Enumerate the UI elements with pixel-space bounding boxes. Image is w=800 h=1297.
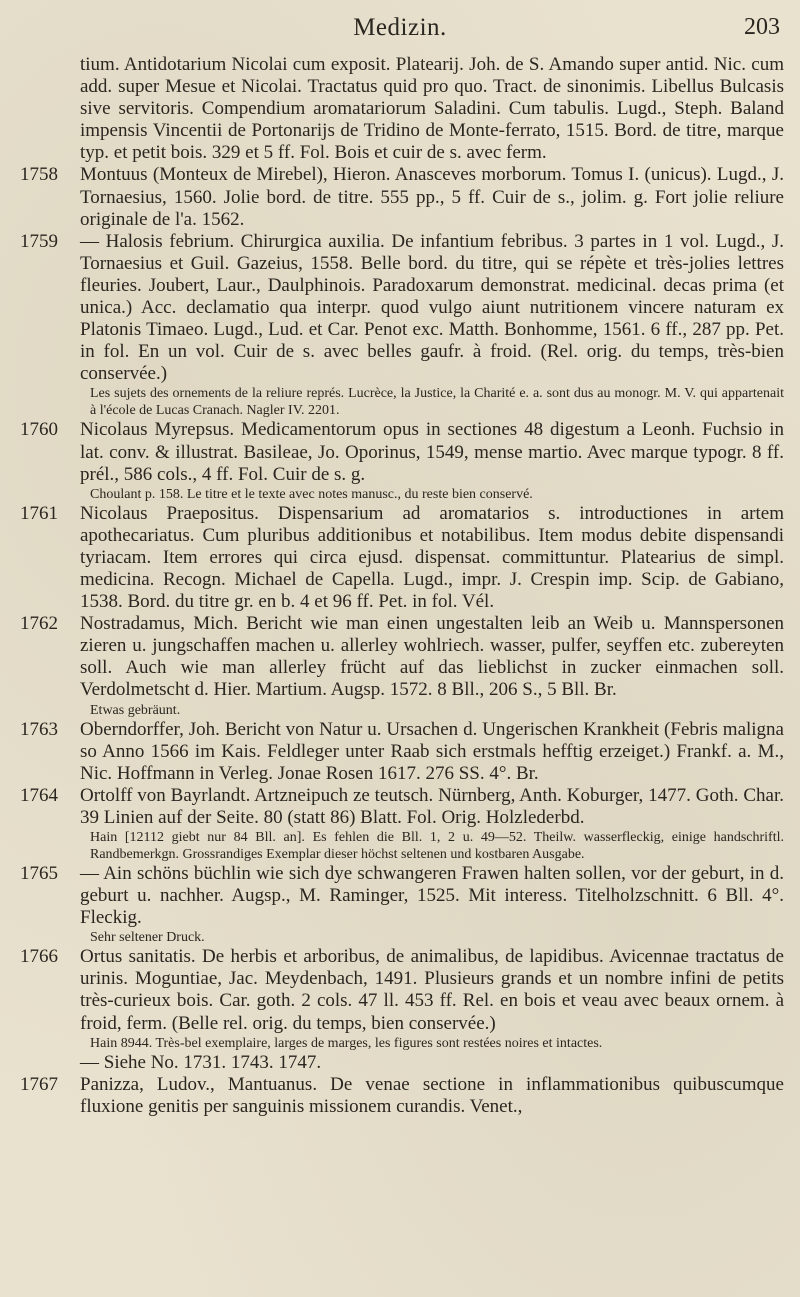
catalog-entry (12, 54, 788, 164)
entry-number: 1760 (20, 419, 58, 441)
catalog-entry (12, 863, 788, 946)
entry-text: — Halosis febrium. Chirurgica auxilia. De infantium febribus. 3 partes in 1 vol. Lugd., J. Tornaesius et Guil. Gazeius, 1558. Belle bord. du titre, qui se répète et très-jolies lettres fleuries. Joubert, Laur., Daulphinois. Paradoxarum demonstrat. medicinal. decas prima (et unica.) Acc. declamatio qua interpr. quod vulgo aiunt nutritionem vincere naturam ex Platonis Timaeo. Lugd., Lud. et Car. Penot exc. Matth. Bonhomme, 1561. 6 ff., 287 pp. Pet. in fol. En un vol. Cuir de s. avec belles gaufr. à froid. (Rel. orig. du temps, très-bien conservée.) (80, 230, 784, 385)
catalog-entry (12, 946, 788, 1051)
entry-text: Ortolff von Bayrlandt. Artzneipuch ze teutsch. Nürnberg, Anth. Koburger, 1477. Goth. Char. 39 Linien auf der Seite. 80 (statt 86) Blatt. Fol. Orig. Holzlederbd. (80, 784, 784, 828)
entry-text: Panizza, Ludov., Mantuanus. De venae sectione in inflammationibus quibuscumque fluxione genitis per sanguinis missionem curandis. Venet., (80, 1073, 784, 1117)
catalog-entry (12, 1052, 788, 1074)
entry-text: Montuus (Monteux de Mirebel), Hieron. Anasceves morborum. Tomus I. (unicus). Lugd., J. Tornaesius, 1560. Jolie bord. de titre. 555 pp., 5 ff. Cuir de s., jolim. g. Fort jolie reliure originale de l'a. 1562. (80, 164, 784, 230)
entry-text: Nicolaus Myrepsus. Medicamentorum opus in sectiones 48 digestum a Leonh. Fuchsio in lat. conv. & illustrat. Basileae, Jo. Oporinus, 1549, mense martio. Avec marque typogr. 8 ff. prél., 586 cols., 4 ff. Fol. Cuir de s. g. (80, 419, 784, 485)
page-title: Medizin. (353, 14, 447, 41)
entry-text: Ortus sanitatis. De herbis et arboribus, de animalibus, de lapidibus. Avicennae tractatus de urinis. Moguntiae, Jac. Meydenbach, 1491. Plusieurs grands et un nombre infini de petits très-curieux bois. Car. goth. 2 cols. 47 ll. 453 ff. Rel. en bois et veau avec beaux ornem. à froid, ferm. (Belle rel. orig. du temps, bien conservée.) (80, 946, 784, 1034)
catalog-entry (12, 719, 788, 785)
entry-note: Choulant p. 158. Le titre et le texte avec notes manusc., du reste bien conservé. (90, 486, 533, 502)
entry-number: 1759 (20, 230, 58, 252)
entry-text: Nicolaus Praepositus. Dispensarium ad aromatarios s. introductiones in artem apothecariatus. Cum pluribus additionibus et notabilibus. Item modus debite dispensandi tyriacam. Item errores qui circa ejusd. dispensat. committuntur. Platearius de simpl. medicina. Recogn. Michael de Capella. Lugd., impr. J. Crespin imp. Scip. de Gabiano, 1538. Bord. du titre gr. en b. 4 et 96 ff. Pet. in fol. Vél. (80, 502, 784, 613)
entry-text: tium. Antidotarium Nicolai cum exposit. Platearij. Joh. de S. Amando super antid. Nic. cum add. super Mesue et Nicolai. Tractatus quid pro quo. Tract. de sinonimis. Libellus Bulcasis sive servitoris. Compendium aromatariorum Saladini. Cum tabulis. Lugd., Steph. Baland impensis Vincentii de Portonarijs de Tridino de Monte-ferrato, 1515. Bord. de titre, marque typ. et petit bois. 329 et 5 ff. Fol. Bois et cuir de s. avec ferm. (80, 54, 784, 164)
entry-note: Hain 8944. Très-bel exemplaire, larges de marges, les figures sont restées noires et intactes. (90, 1035, 603, 1051)
entry-number: 1763 (20, 718, 58, 740)
catalog-entry (12, 231, 788, 420)
page-header (0, 10, 800, 46)
page-number: 203 (744, 14, 780, 40)
entry-text: — Siehe No. 1731. 1743. 1747. (80, 1051, 322, 1073)
entry-number: 1762 (20, 613, 58, 635)
entry-number: 1766 (20, 946, 58, 968)
entry-number: 1761 (20, 502, 58, 524)
entry-text: Nostradamus, Mich. Bericht wie man einen ungestalten leib an Weib u. Mannspersonen zieren u. jungschaffen machen u. allerley wohlriech. wasser, pulfer, seyffen etc. zubereyten soll. Auch wie man allerley frücht auf das lieblichst in zucker einmachen soll. Verdolmetscht d. Hier. Martium. Augsp. 1572. 8 Bll., 206 S., 5 Bll. Br. (80, 613, 784, 701)
catalog-entry (12, 419, 788, 502)
entry-number: 1758 (20, 164, 58, 186)
catalog-entry (12, 164, 788, 230)
entry-note: Hain [12112 giebt nur 84 Bll. an]. Es fehlen die Bll. 1, 2 u. 49—52. Theilw. wasserfleckig, einige handschriftl. Randbemerkgn. Grossrandiges Exemplar dieser höchst seltenen und kostbaren Ausgabe. (90, 830, 784, 862)
entry-number: 1765 (20, 863, 58, 884)
catalog-entry (12, 785, 788, 863)
catalog-entry (12, 503, 788, 613)
entry-note: Sehr seltener Druck. (90, 930, 205, 946)
entry-text: Oberndorffer, Joh. Bericht von Natur u. Ursachen d. Ungerischen Krankheit (Febris maligna so Anno 1566 im Kais. Feldleger unter Raab sich erstmals hefftig erzeiget.) Frankf. a. M., Nic. Hoffmann in Verleg. Jonae Rosen 1617. 276 SS. 4°. Br. (80, 718, 784, 784)
catalog-entry (12, 613, 788, 718)
entry-note: Les sujets des ornements de la reliure représ. Lucrèce, la Justice, la Charité e. a. sont dus au monogr. M. V. qui appartenait à l'école de Lucas Cranach. Nagler IV. 2201. (90, 386, 784, 419)
catalog-entry (12, 1074, 788, 1118)
entry-number: 1764 (20, 784, 58, 806)
entry-number: 1767 (20, 1073, 58, 1095)
entry-note: Etwas gebräunt. (90, 702, 181, 718)
entry-text: — Ain schöns büchlin wie sich dye schwangeren Frawen halten sollen, vor der geburt, in d. geburt u. nachher. Augsp., M. Raminger, 1525. Mit interess. Titelholzschnitt. 6 Bll. 4°. Fleckig. (80, 863, 784, 929)
entry-column (12, 54, 788, 1118)
